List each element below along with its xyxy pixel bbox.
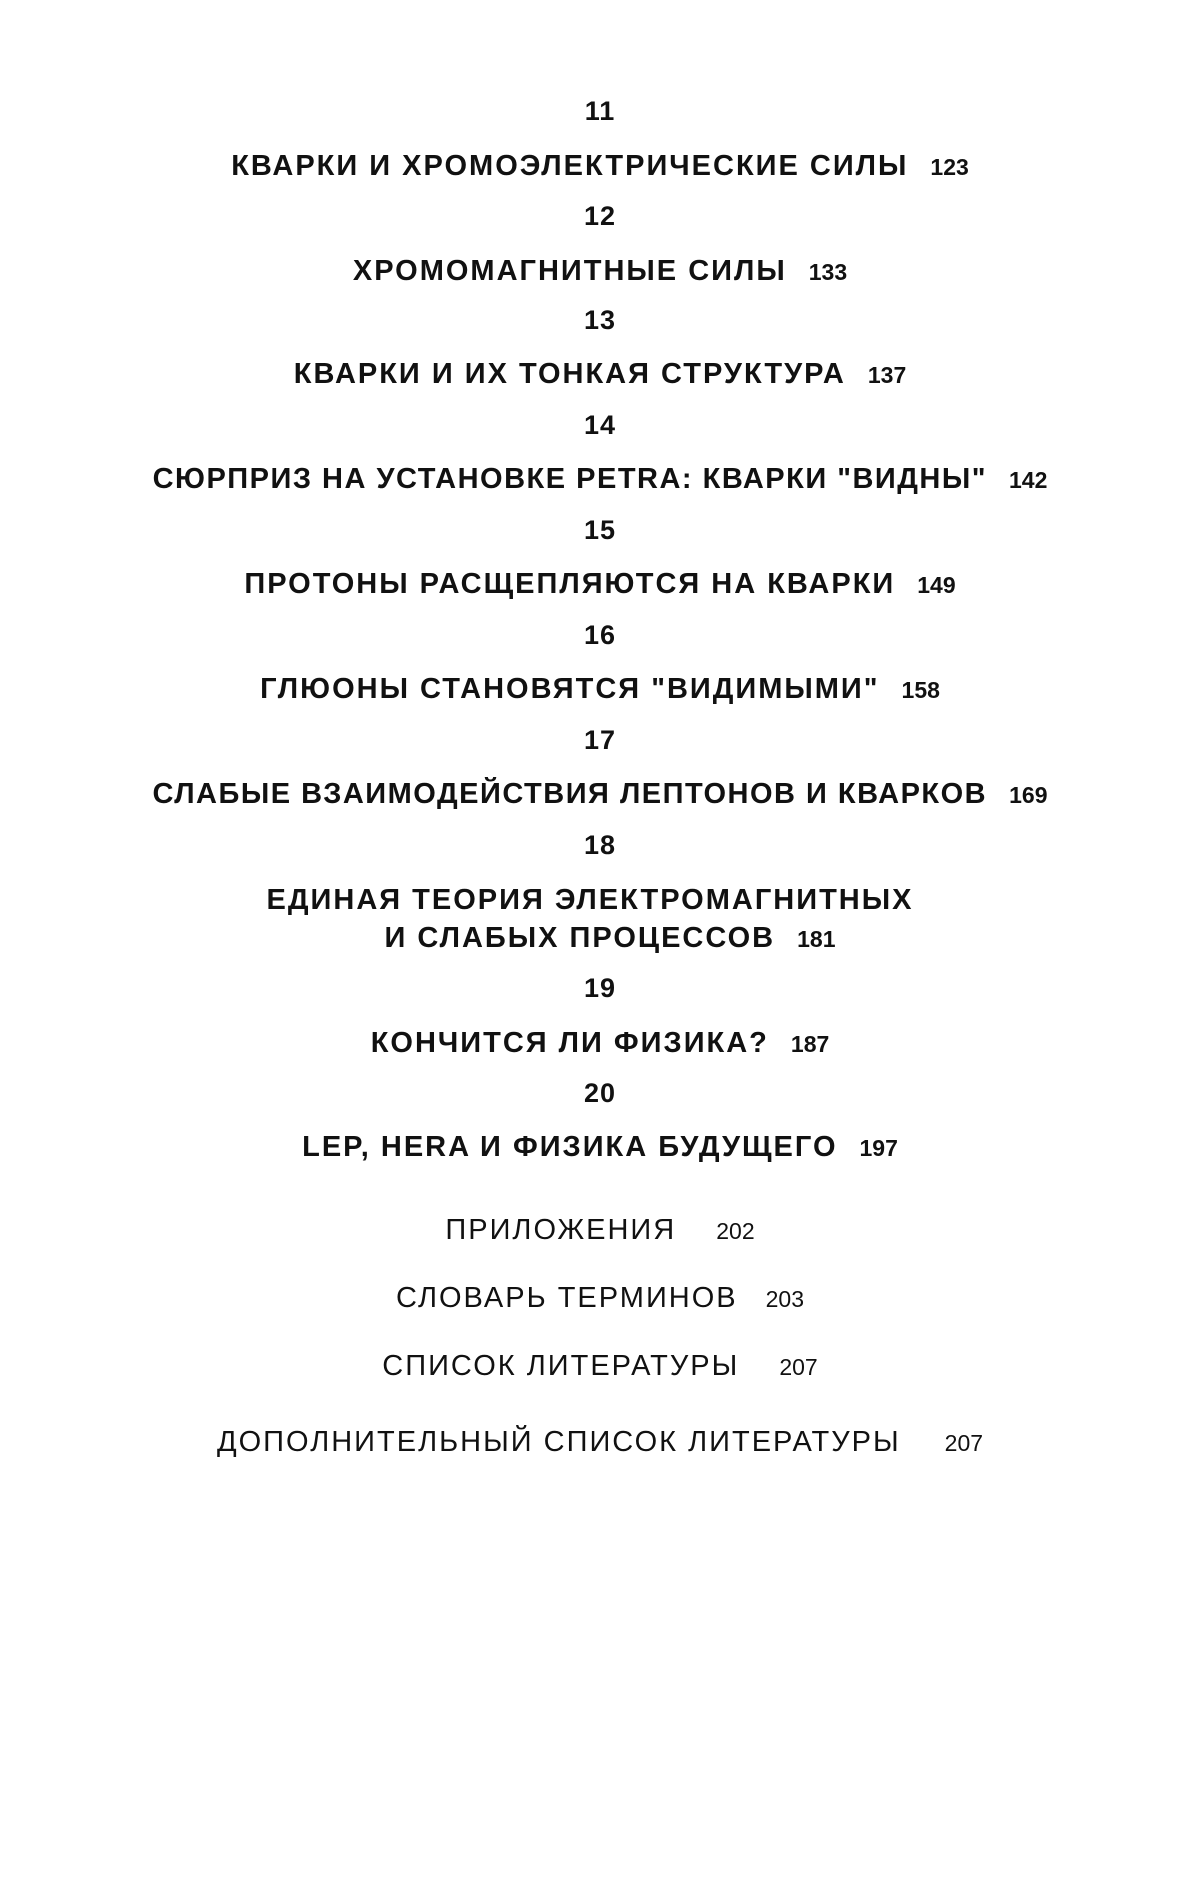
chapter-title: ХРОМОМАГНИТНЫЕ СИЛЫ <box>352 255 787 287</box>
chapter-entry <box>10 922 1200 955</box>
appendix-title: ДОПОЛНИТЕЛЬНЫЙ СПИСОК ЛИТЕРАТУРЫ <box>216 1426 901 1458</box>
chapter-entry <box>0 255 1200 288</box>
chapter-title: СЛАБЫЕ ВЗАИМОДЕЙСТВИЯ ЛЕПТОНОВ И КВАРКОВ <box>152 778 988 810</box>
page-number: 137 <box>867 362 907 388</box>
chapter-title: ПРОТОНЫ РАСЩЕПЛЯЮТСЯ НА КВАРКИ <box>244 568 896 600</box>
page-number: 197 <box>859 1135 898 1161</box>
appendix-entry <box>0 1282 1200 1315</box>
appendix-title: СЛОВАРЬ ТЕРМИНОВ <box>395 1282 738 1314</box>
chapter-title: КВАРКИ И ХРОМОЭЛЕКТРИЧЕСКИЕ СИЛЫ <box>231 150 909 182</box>
page-number: 181 <box>797 926 836 952</box>
appendix-entry <box>0 1350 1200 1383</box>
chapter-title-line-2: И СЛАБЫХ ПРОЦЕССОВ <box>384 922 776 954</box>
chapter-entry <box>0 778 1200 811</box>
chapter-number: 15 <box>583 515 617 545</box>
page-number: 187 <box>790 1031 830 1057</box>
chapter-number: 17 <box>583 725 617 755</box>
chapter-title: КОНЧИТСЯ ЛИ ФИЗИКА? <box>370 1027 769 1059</box>
chapter-entry <box>0 1027 1200 1060</box>
page-number: 203 <box>765 1286 804 1312</box>
page-number: 207 <box>779 1354 818 1380</box>
page-number: 158 <box>901 677 940 703</box>
page-number: 142 <box>1009 467 1048 493</box>
chapter-entry <box>0 673 1200 706</box>
chapter-number: 14 <box>583 410 617 440</box>
page-number: 133 <box>808 259 848 285</box>
chapter-number: 19 <box>583 973 617 1003</box>
chapter-number: 11 <box>584 96 616 126</box>
chapter-number: 18 <box>583 830 617 860</box>
chapter-number: 13 <box>583 305 617 335</box>
appendix-title: ПРИЛОЖЕНИЯ <box>445 1214 677 1246</box>
chapter-entry <box>0 150 1200 183</box>
chapter-entry <box>0 568 1200 601</box>
page-number: 123 <box>930 154 969 180</box>
chapter-number: 12 <box>583 201 617 231</box>
appendix-title: СПИСОК ЛИТЕРАТУРЫ <box>382 1350 740 1382</box>
chapter-entry <box>0 463 1200 496</box>
chapter-number: 16 <box>583 620 617 650</box>
appendix-entry <box>0 1214 1200 1247</box>
page-number: 207 <box>944 1430 984 1456</box>
chapter-entry <box>0 1131 1200 1164</box>
chapter-title: ГЛЮОНЫ СТАНОВЯТСЯ "ВИДИМЫМИ" <box>260 673 880 705</box>
chapter-title: LEP, HERA И ФИЗИКА БУДУЩЕГО <box>302 1131 838 1163</box>
chapter-title-line-1: ЕДИНАЯ ТЕОРИЯ ЭЛЕКТРОМАГНИТНЫХ <box>266 884 914 916</box>
chapter-number: 20 <box>583 1078 617 1108</box>
page-number: 149 <box>917 572 956 598</box>
page-number: 169 <box>1009 782 1048 808</box>
page-number: 202 <box>716 1218 755 1244</box>
chapter-title: СЮРПРИЗ НА УСТАНОВКЕ PETRA: КВАРКИ "ВИДНЫ" <box>152 463 987 495</box>
appendix-entry <box>0 1426 1200 1459</box>
chapter-entry <box>0 358 1200 391</box>
chapter-title: КВАРКИ И ИХ ТОНКАЯ СТРУКТУРА <box>293 358 846 390</box>
